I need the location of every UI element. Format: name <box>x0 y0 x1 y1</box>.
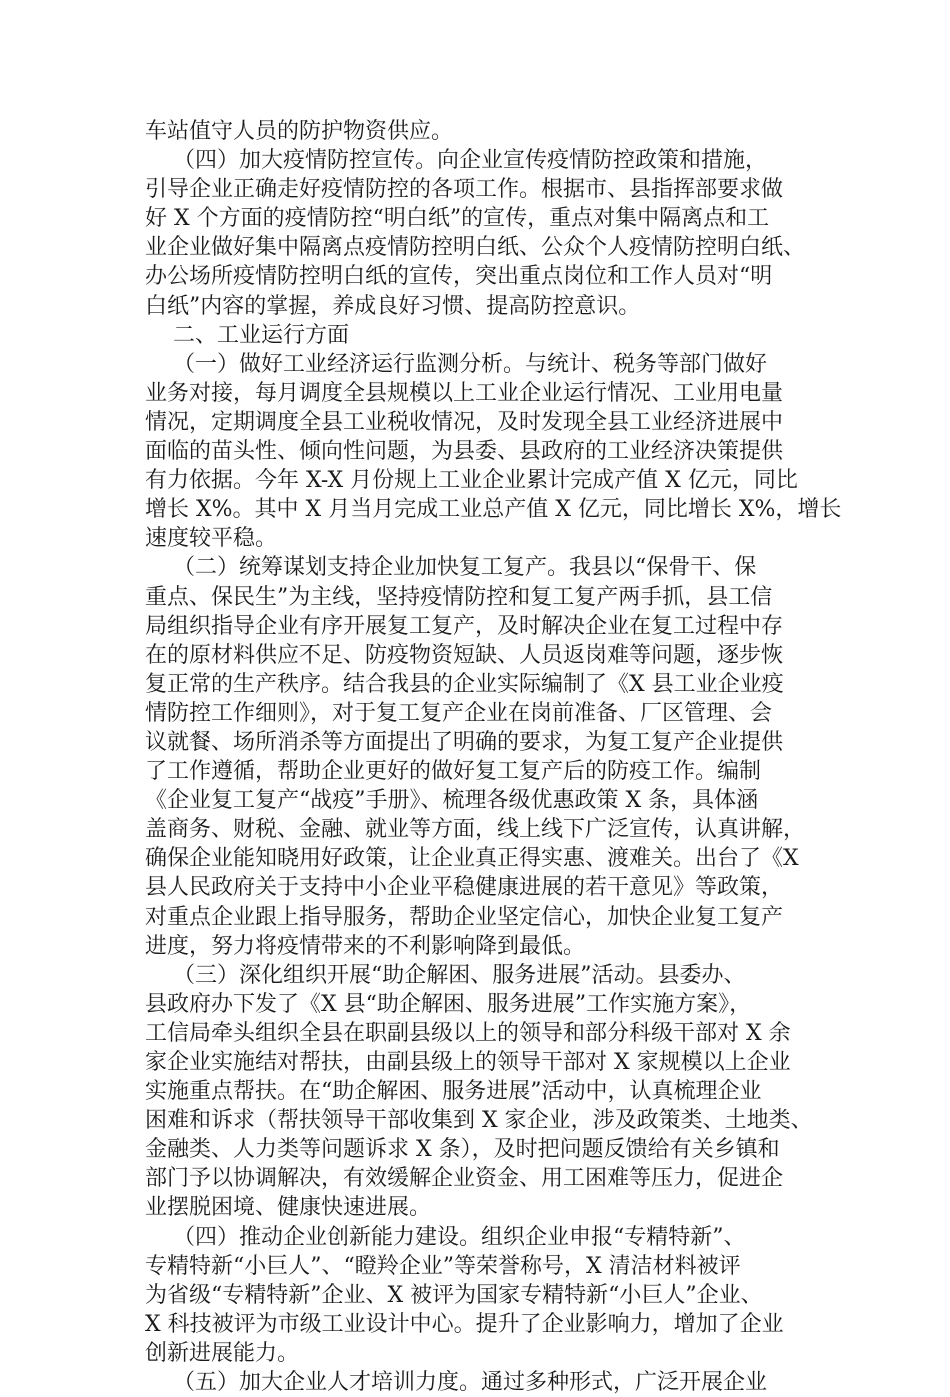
text-line: 速度较平稳。 <box>145 526 278 552</box>
text-line: （一）做好工业经济运行监测分析。与统计、税务等部门做好 <box>145 351 767 377</box>
text-line: 对重点企业跟上指导服务，帮助企业坚定信心，加快企业复工复产 <box>145 904 784 930</box>
text-line: 车站值守人员的防护物资供应。 <box>145 119 454 144</box>
text-line: （五）加大企业人才培训力度。通过多种形式，广泛开展企业 <box>145 1370 767 1396</box>
text-line: 面临的苗头性、倾向性问题，为县委、县政府的工业经济决策提供 <box>145 439 784 465</box>
text-line: 办公场所疫情防控明白纸的宣传，突出重点岗位和工作人员对“明 <box>145 264 773 290</box>
text-line: X 科技被评为市级工业设计中心。提升了企业影响力，增加了企业 <box>145 1311 784 1337</box>
text-line: 困难和诉求（帮扶领导干部收集到 X 家企业，涉及政策类、土地类、 <box>145 1108 813 1134</box>
text-line: 有力依据。今年 X-X 月份规上工业企业累计完成产值 X 亿元，同比 <box>145 468 798 494</box>
text-line: 业摆脱困境、健康快速进展。 <box>145 1195 432 1221</box>
text-line: 盖商务、财税、金融、就业等方面，线上线下广泛宣传，认真讲解， <box>145 817 806 843</box>
text-line: 县政府办下发了《X 县“助企解困、服务进展”工作实施方案》， <box>145 991 752 1017</box>
text-line: 复正常的生产秩序。结合我县的企业实际编制了《X 县工业企业疫 <box>145 671 784 697</box>
text-line: 县人民政府关于支持中小企业平稳健康进展的若干意见》等政策， <box>145 875 784 901</box>
text-line: 进度，努力将疫情带来的不利影响降到最低。 <box>145 933 586 959</box>
text-line: （四）加大疫情防控宣传。向企业宣传疫情防控政策和措施， <box>145 148 767 174</box>
text-line: 局组织指导企业有序开展复工复产，及时解决企业在复工过程中存 <box>145 613 784 639</box>
text-line: 引导企业正确走好疫情防控的各项工作。根据市、县指挥部要求做 <box>145 177 784 203</box>
text-line: 家企业实施结对帮扶，由副县级上的领导干部对 X 家规模以上企业 <box>145 1050 791 1075</box>
text-line: （二）统筹谋划支持企业加快复工复产。我县以“保骨干、保 <box>145 555 757 581</box>
text-line: 好 X 个方面的疫情防控“明白纸”的宣传，重点对集中隔离点和工 <box>145 206 770 232</box>
text-line: 白纸”内容的掌握，养成良好习惯、提高防控意识。 <box>145 293 641 319</box>
text-line: 情况，定期调度全县工业税收情况，及时发现全县工业经济进展中 <box>145 409 784 435</box>
text-line: 增长 X%。其中 X 月当月完成工业总产值 X 亿元，同比增长 X%，增长 <box>145 497 842 523</box>
text-line: 情防控工作细则》，对于复工复产企业在岗前准备、厂区管理、会 <box>145 700 773 726</box>
text-line: 议就餐、场所消杀等方面提出了明确的要求，为复工复产企业提供 <box>145 729 784 755</box>
text-line: 工信局牵头组织全县在职副县级以上的领导和部分科级干部对 X 余 <box>145 1020 791 1046</box>
text-line: 部门予以协调解决，有效缓解企业资金、用工困难等压力，促进企 <box>145 1166 784 1192</box>
text-line: 业企业做好集中隔离点疫情防控明白纸、公众个人疫情防控明白纸、 <box>145 235 806 261</box>
text-line: 《企业复工复产“战疫”手册》、梳理各级优惠政策 X 条，具体涵 <box>145 788 759 814</box>
section-heading: 二、工业运行方面 <box>145 322 349 348</box>
text-line: 为省级“专精特新”企业、X 被评为国家专精特新“小巨人”企业、 <box>145 1282 763 1308</box>
text-line: （四）推动企业创新能力建设。组织企业申报“专精特新”、 <box>145 1224 746 1250</box>
text-line: 重点、保民生”为主线，坚持疫情防控和复工复产两手抓，县工信 <box>145 584 773 610</box>
text-line: （三）深化组织开展“助企解困、服务进展”活动。县委办、 <box>145 962 746 988</box>
text-line: 创新进展能力。 <box>145 1340 300 1366</box>
text-line: 实施重点帮扶。在“助企解困、服务进展”活动中，认真梳理企业 <box>145 1079 762 1105</box>
text-line: 金融类、人力类等问题诉求 X 条），及时把问题反馈给有关乡镇和 <box>145 1137 780 1163</box>
text-line: 了工作遵循，帮助企业更好的做好复工复产后的防疫工作。编制 <box>145 759 762 785</box>
text-line: 在的原材料供应不足、防疫物资短缺、人员返岗难等问题，逐步恢 <box>145 642 784 668</box>
text-line: 确保企业能知晓用好政策，让企业真正得实惠、渡难关。出台了《X <box>145 846 799 872</box>
text-line: 业务对接，每月调度全县规模以上工业企业运行情况、工业用电量 <box>145 380 784 406</box>
body-text <box>145 117 842 1397</box>
text-line: 专精特新“小巨人”、“瞪羚企业”等荣誉称号，X 清洁材料被评 <box>145 1253 741 1279</box>
